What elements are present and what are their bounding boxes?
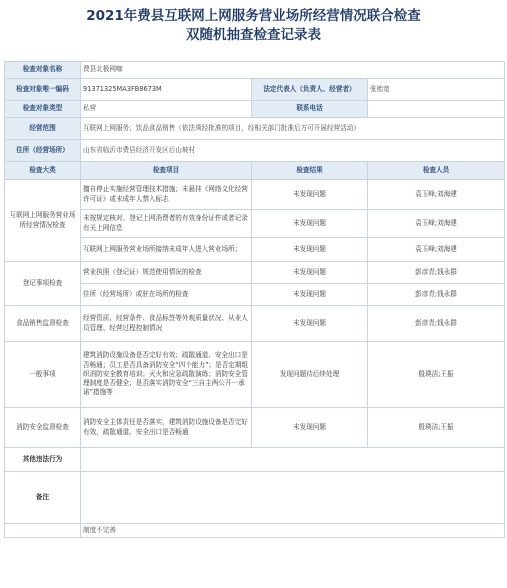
- scope-value: 互联网上网服务；饮品食品销售（依法须经批准的项目，经相关部门批准后方可开展经营活动）: [81, 118, 505, 140]
- result-text: 未发现问题: [252, 284, 368, 306]
- title-line-2: 双随机抽查检查记录表: [186, 27, 321, 43]
- object-name-label: 检查对象名称: [5, 62, 81, 79]
- phone-label: 联系电话: [252, 101, 368, 118]
- remark-value-blank: [81, 472, 505, 524]
- item-text: 消防安全主体责任是否落实，建筑消防设施设备是否完好有效，疏散通道、安全出口是否畅通: [81, 408, 252, 448]
- result-text: 未发现问题: [252, 262, 368, 284]
- object-code-value: 91371325MA3FB8673M: [81, 79, 252, 101]
- result-text: 未发现问题: [252, 238, 368, 262]
- category-registration: 登记事项检查: [5, 262, 81, 306]
- row-type-phone: [5, 101, 505, 118]
- table-row: [5, 306, 505, 342]
- inspector-text: 袁玉峰;刘海建: [368, 180, 505, 210]
- result-text: 发现问题待后续处理: [252, 342, 368, 408]
- address-value: 山东省临沂市费县经济开发区后山坡村: [81, 140, 505, 162]
- header-inspector: 检查人员: [368, 162, 505, 180]
- object-name-value: 费县北极网咖: [81, 62, 505, 79]
- inspector-text: 殷瑛洁;王振: [368, 408, 505, 448]
- inspector-text: 殷瑛洁;王振: [368, 342, 505, 408]
- result-text: 未发现问题: [252, 180, 368, 210]
- object-code-label: 检查对象唯一编码: [5, 79, 81, 101]
- legal-rep-value: 张贻宽: [368, 79, 505, 101]
- inspector-text: 袁玉峰;刘海建: [368, 238, 505, 262]
- category-internet-service: 互联网上网服务营业场所经营情况检查: [5, 180, 81, 262]
- other-violations-value: [81, 448, 505, 472]
- address-label: 住所（经营场所）: [5, 140, 81, 162]
- result-text: 未发现问题: [252, 210, 368, 238]
- item-text: 未按规定核对、登记上网消费者的有效身份证件或者记录有关上网信息: [81, 210, 252, 238]
- item-text: 营业执照（登记证）规范使用情况的检查: [81, 262, 252, 284]
- item-text: 互联网上网服务营业场所接纳未成年人进入营业场所；: [81, 238, 252, 262]
- row-address: [5, 140, 505, 162]
- result-text: 未发现问题: [252, 408, 368, 448]
- inspector-text: 彭彦青;钱永群: [368, 284, 505, 306]
- row-other-violations: [5, 448, 505, 472]
- remark-label-spacer: [5, 524, 81, 538]
- header-item: 检查项目: [81, 162, 252, 180]
- inspector-text: 彭彦青;钱永群: [368, 306, 505, 342]
- row-scope: [5, 118, 505, 140]
- header-category: 检查大类: [5, 162, 81, 180]
- table-row: [5, 408, 505, 448]
- remark-value: 制度不完善: [81, 524, 505, 538]
- result-text: 未发现问题: [252, 306, 368, 342]
- phone-value: [368, 101, 505, 118]
- row-headers: [5, 162, 505, 180]
- header-result: 检查结果: [252, 162, 368, 180]
- table-row: [5, 262, 505, 284]
- inspector-text: 彭彦青;钱永群: [368, 262, 505, 284]
- remark-label: 备注: [5, 472, 81, 524]
- category-fire-safety: 消防安全监督检查: [5, 408, 81, 448]
- inspector-text: 袁玉峰;刘海建: [368, 210, 505, 238]
- row-remark-text: [5, 524, 505, 538]
- object-type-label: 检查对象类型: [5, 101, 81, 118]
- category-general: 一般事项: [5, 342, 81, 408]
- table-row: [5, 342, 505, 408]
- item-text: 经营资质、经营条件、食品标签等外观质量状况、从业人员管理、经营过程控制情况: [81, 306, 252, 342]
- item-text: 擅自停止实施经营管理技术措施；未悬挂《网络文化经营许可证》或未成年人禁入标志: [81, 180, 252, 210]
- category-food-sales: 食品销售监督检查: [5, 306, 81, 342]
- row-code-legal: [5, 79, 505, 101]
- inspection-record-table: [4, 61, 505, 538]
- item-text: 住所（经营场所）或驻在场所的检查: [81, 284, 252, 306]
- item-text: 建筑消防设施设备是否完好有效；疏散通道、安全出口是否畅通；员工是否具备消防安全“四个能力”；是否定期组织消防安全教育培训；灭火和应急疏散演练；消防安全管理制度是否健全；是否落实消防安全“三自主两公开一承诺”措施等: [81, 342, 252, 408]
- document-title: [0, 0, 507, 45]
- table-row: [5, 180, 505, 210]
- other-violations-label: 其他违法行为: [5, 448, 81, 472]
- title-line-1: 2021年费县互联网上网服务营业场所经营情况联合检查: [86, 8, 421, 24]
- row-remark: [5, 472, 505, 524]
- object-type-value: 私营: [81, 101, 252, 118]
- scope-label: 经营范围: [5, 118, 81, 140]
- legal-rep-label: 法定代表人（负责人、经营者）: [252, 79, 368, 101]
- row-object-name: [5, 62, 505, 79]
